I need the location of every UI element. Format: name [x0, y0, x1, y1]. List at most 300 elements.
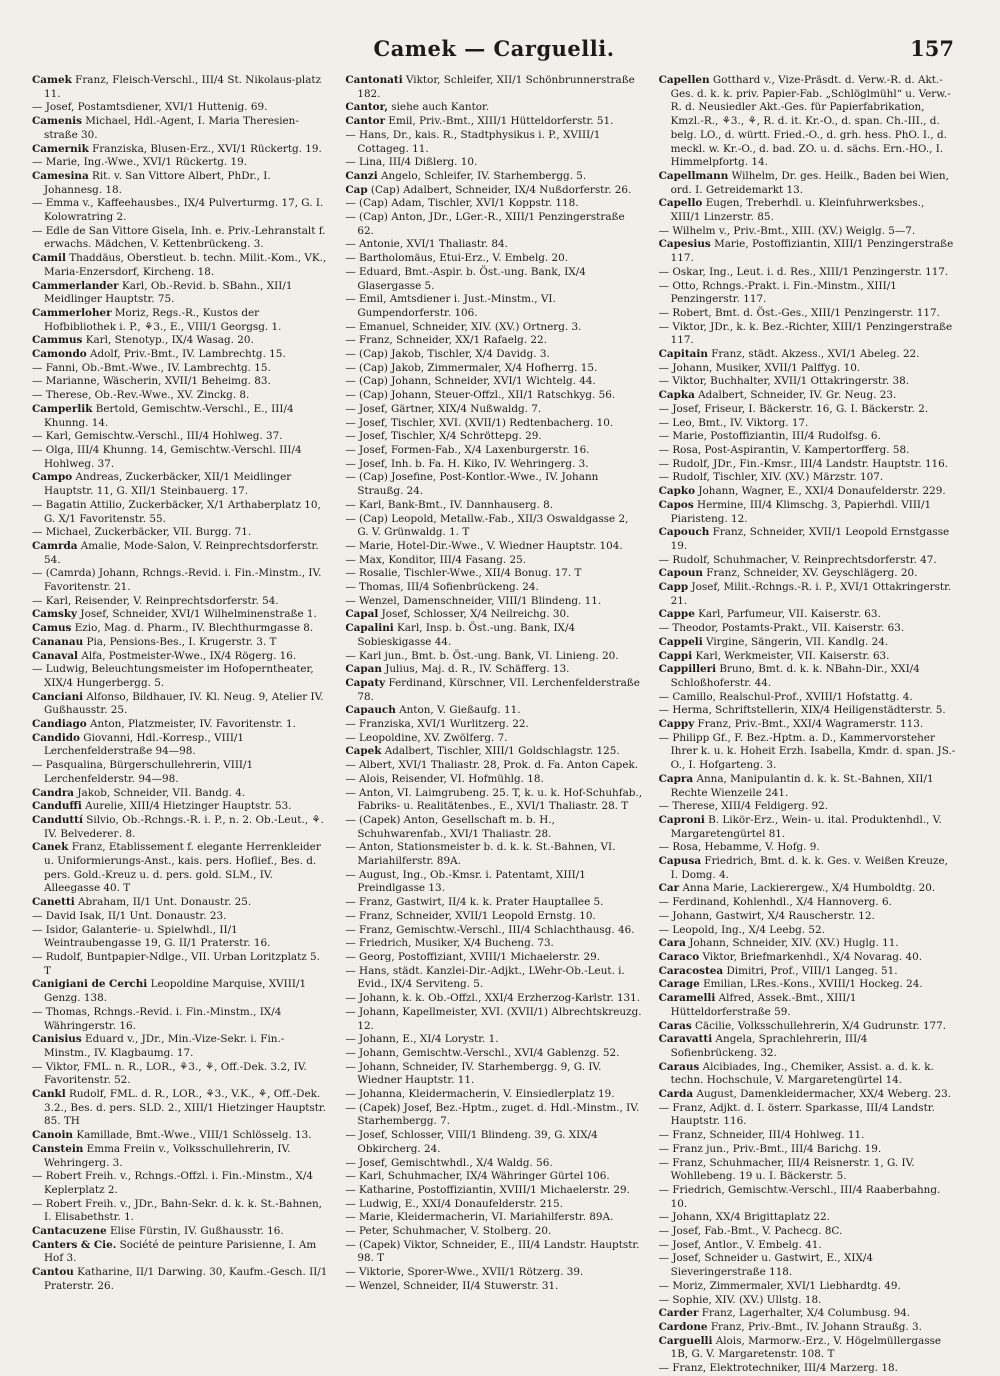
- directory-entry: [345, 458, 642, 472]
- entry-details: — Marie, Ing.-Wwe., XVI/1 Rückertg. 19.: [32, 156, 248, 169]
- page-title: Camek — Carguelli.: [373, 36, 615, 61]
- entry-details: — Otto, Rchngs.-Prakt. i. Fin.-Minstm., XIII/1 Penzingerstr. 117.: [658, 279, 897, 306]
- entry-details: — Marie, Hotel-Dir.-Wwe., V. Wiedner Hauptstr. 104.: [345, 539, 623, 552]
- directory-entry: [32, 280, 329, 307]
- directory-entry: [659, 937, 956, 951]
- directory-entry: [659, 1088, 956, 1102]
- entry-surname: Cara: [658, 937, 686, 950]
- directory-entry: [32, 759, 329, 786]
- directory-entry: [659, 855, 956, 882]
- entry-surname: Cammerloher: [32, 306, 112, 319]
- directory-entry: [659, 1225, 956, 1239]
- directory-entry: [32, 348, 329, 362]
- entry-details: — Franz, Schneider, XVII/1 Leopold Ernstg. 10.: [345, 909, 596, 922]
- entry-details: Adalbert, Schneider, IV. Gr. Neug. 23.: [698, 389, 897, 402]
- entry-surname: Canetti: [32, 896, 75, 909]
- entry-surname: Canaval: [32, 649, 79, 662]
- directory-entry: [659, 622, 956, 636]
- directory-columns: [32, 74, 956, 1376]
- directory-entry: [32, 622, 329, 636]
- entry-details: — Ferdinand, Kohlenhdl., X/4 Hannoverg. 6.: [658, 896, 892, 909]
- directory-entry: [345, 389, 642, 403]
- directory-entry: [659, 800, 956, 814]
- directory-entry: [659, 238, 956, 265]
- directory-entry: [659, 1321, 956, 1335]
- directory-entry: [345, 567, 642, 581]
- directory-entry: [32, 444, 329, 471]
- directory-entry: [32, 1061, 329, 1088]
- directory-entry: [32, 1170, 329, 1197]
- entry-details: — Therese, XIII/4 Feldigerg. 92.: [658, 800, 829, 813]
- entry-surname: Capellen: [658, 74, 710, 86]
- entry-details: Alfred, Assek.-Bmt., XIII/1 Hütteldorferstraße 59.: [670, 992, 857, 1018]
- entry-details: — Robert Freih. v., JDr., Bahn-Sekr. d. k. k. St.-Bahnen, I. Elisabethstr. 1.: [32, 1197, 322, 1224]
- directory-entry: [345, 1184, 642, 1198]
- entry-details: — Josef, Antlor., V. Embelg. 41.: [658, 1238, 822, 1251]
- entry-details: Kamillade, Bmt.-Wwe., VIII/1 Schlösselg. 13.: [76, 1129, 312, 1142]
- entry-surname: Cananau: [32, 635, 84, 648]
- directory-entry: [32, 636, 329, 650]
- directory-entry: [345, 417, 642, 431]
- directory-entry: [659, 1157, 956, 1184]
- entry-surname: Carder: [658, 1307, 699, 1320]
- directory-entry: [32, 650, 329, 664]
- directory-entry: [345, 1061, 642, 1088]
- directory-entry: [659, 1362, 956, 1376]
- directory-entry: [345, 156, 642, 170]
- entry-details: — Anton, Stationsmeister b. d. k. k. St.-Bahnen, VI. Mariahilferstr. 89A.: [345, 841, 616, 868]
- entry-details: — Josef, Fab.-Bmt., V. Pachecg. 8C.: [658, 1225, 843, 1238]
- entry-surname: Capello: [658, 197, 703, 210]
- entry-surname: Camil: [32, 252, 66, 265]
- entry-details: — Thomas, Rchngs.-Revid. i. Fin.-Minstm., IX/4 Währingerstr. 16.: [32, 1005, 282, 1032]
- column-right: [659, 74, 956, 1376]
- entry-surname: Carda: [658, 1088, 694, 1101]
- entry-details: — Katharine, Postoffizіantin, XVIII/1 Michaelerstr. 29.: [345, 1183, 630, 1196]
- directory-entry: [659, 1280, 956, 1294]
- directory-entry: [32, 499, 329, 526]
- entry-details: Franz, städt. Akzess., XVI/1 Abelеg. 22.: [711, 348, 920, 361]
- entry-surname: Camus: [32, 622, 72, 635]
- entry-surname: Caraco: [658, 951, 700, 963]
- directory-entry: [345, 252, 642, 266]
- directory-entry: [659, 485, 956, 499]
- directory-entry: [659, 1252, 956, 1279]
- directory-entry: [345, 924, 642, 938]
- entry-details: — Pasqualina, Bürgerschullehrerin, VIII/1 Lerchenfelderstr. 94—98.: [32, 759, 254, 785]
- directory-entry: [32, 197, 329, 224]
- entry-surname: Capko: [658, 485, 696, 498]
- entry-details: — Franziska, XVI/1 Wurlitzerg. 22.: [345, 718, 529, 731]
- entry-details: — Franz, Elektrotechniker, III/4 Marzerg. 18.: [658, 1362, 898, 1375]
- entry-details: Franz, Etablissement f. elegante Herrenkleider u. Uniformierungs-Anst., kais. pers. Hoflief., Bes. d. pers. Gold.-Kreuz u. d. pers. gold. SLM., IV. Alleegasse 40. T: [44, 841, 321, 895]
- entry-details: Ferdinand, Kürschner, VII. Lerchenfelderstraße 78.: [357, 676, 640, 703]
- entry-details: — August, Ing., Ob.-Kmsr. i. Patentamt, XIII/1 Preindlgasse 13.: [345, 868, 586, 895]
- entry-surname: Capka: [658, 389, 695, 402]
- entry-details: Eugen, Treberhdl. u. Kleinfuhrwerksbes., XIII/1 Linzerstr. 85.: [670, 197, 925, 224]
- entry-details: — Rudolf, Schuhmacher, V. Reinprechtsdorferstr. 47.: [658, 553, 937, 566]
- directory-entry: [32, 718, 329, 732]
- entry-surname: Caramelli: [658, 992, 716, 1005]
- directory-entry: [32, 978, 329, 1005]
- entry-surname: Capra: [658, 772, 694, 785]
- entry-details: Alois, Marmorw.-Erz., V. Högelmüllergasse 1B, G. V. Margaretenstr. 108. T: [670, 1334, 942, 1361]
- entry-details: — Alois, Reisender, VI. Hofmühlg. 18.: [345, 772, 544, 785]
- entry-surname: Canisius: [32, 1033, 82, 1046]
- entry-surname: Cankl: [32, 1088, 66, 1101]
- directory-entry: [659, 965, 956, 979]
- directory-entry: [345, 115, 642, 129]
- directory-entry: [32, 225, 329, 252]
- directory-entry: [659, 170, 956, 197]
- entry-details: — (Cap) Jakob, Zimmermaler, X/4 Hofherrg. 15.: [345, 361, 598, 374]
- entry-details: — Rosalie, Tischler-Wwe., XII/4 Bonug. 17. T: [345, 567, 582, 580]
- entry-details: Franz, Lagerhalter, X/4 Columbusg. 94.: [701, 1307, 911, 1320]
- directory-entry: [345, 759, 642, 773]
- entry-details: Michael, Hdl.-Agent, I. Maria Theresien-straße 30.: [44, 115, 299, 141]
- entry-details: — Michael, Zuckerbäcker, VII. Burgg. 71.: [32, 526, 252, 539]
- entry-surname: Carage: [658, 978, 700, 991]
- directory-entry: [345, 677, 642, 704]
- entry-details: Karl, Werkmeister, VII. Kaiserstr. 63.: [695, 649, 890, 662]
- entry-surname: Campo: [32, 471, 73, 484]
- entry-details: — Johann, Gemischtw.-Verschl., XVI/4 Gablenzg. 52.: [345, 1046, 620, 1059]
- directory-entry: [659, 663, 956, 690]
- entry-details: Josef, Milit.-Rchngs.-R. i. P., XVI/1 Ottakringerstr. 21.: [670, 581, 952, 607]
- entry-surname: Cammerlander: [32, 279, 119, 292]
- directory-entry: [345, 362, 642, 376]
- directory-entry: [345, 896, 642, 910]
- entry-details: — Camillo, Realschul-Prof., XVIII/1 Hofstattg. 4.: [658, 690, 913, 703]
- directory-entry: [345, 1266, 642, 1280]
- entry-details: — Rosa, Post-Aspirantin, V. Kampertorfferg. 58.: [658, 443, 910, 456]
- entry-details: Rudolf, FML. d. R., LOR., ⚘3., V.K., ⚘, Off.-Dek. 3.2., Bes. d. pers. SLD. 2., XIII/1 Hietzinger Hauptstr. 85. TH: [44, 1088, 327, 1128]
- directory-entry: [659, 74, 956, 170]
- entry-surname: Cammus: [32, 334, 83, 347]
- entry-details: Giovanni, Hdl.-Korresp., VIII/1 Lerchenfelderstraße 94—98.: [44, 731, 245, 758]
- directory-entry: [32, 252, 329, 279]
- directory-entry: [345, 1170, 642, 1184]
- directory-entry: [659, 458, 956, 472]
- entry-details: — Johanna, Kleidermacherin, V. Einsiedlerplatz 19.: [345, 1088, 615, 1101]
- page-number: 157: [910, 36, 954, 61]
- directory-entry: [345, 745, 642, 759]
- entry-details: — (Cap) Jakob, Tischler, X/4 Davidg. 3.: [345, 348, 550, 361]
- entry-surname: Cardone: [658, 1320, 708, 1333]
- entry-surname: Candido: [32, 731, 80, 744]
- entry-surname: Canduttí: [32, 813, 83, 826]
- directory-entry: [32, 170, 329, 197]
- directory-entry: [345, 704, 642, 718]
- entry-surname: Cantor,: [345, 101, 388, 114]
- directory-entry: [345, 650, 642, 664]
- directory-entry: [345, 937, 642, 951]
- entry-surname: Cappeli: [658, 635, 703, 648]
- directory-entry: [345, 1033, 642, 1047]
- entry-details: — Josef, Inh. b. Fa. H. Kiko, IV. Wehringerg. 3.: [345, 457, 589, 470]
- entry-details: Gotthard v., Vize-Präsdt. d. Verw.-R. d. Akt.-Ges. d. k. k. priv. Papier-Fab. „Schlöglmühl“ u. Verw.-R. d. Neusiedler Akt.-Ges. für Papierfabrikation, Kmzl.-R., ⚘3., ⚘, R. d. it. Kr.-O., d. span. Ch.-III., d. belg. LO., d. württ. Fried.-O., d. grh. hess. PhO. I., d. meckl. w. Kr.-O., d. bad. ZO. u. d. sächs. Ern.-HO., I. Himmelpfortg. 14.: [670, 74, 951, 169]
- entry-details: Leopoldine Marquise, XVIII/1 Genzg. 138.: [44, 978, 307, 1005]
- entry-details: — Philipp Gf., F. Bez.-Hptm. a. D., Kammervorsteher Ihrer k. u. k. Hoheit Erzh. Isabella, Kmdr. d. span. JS.-O., I. Hofgarteng. 3.: [658, 731, 956, 772]
- entry-details: — Peter, Schuhmacher, V. Stolberg. 20.: [345, 1225, 552, 1238]
- directory-entry: [345, 184, 642, 198]
- directory-entry: [32, 307, 329, 334]
- directory-entry: [659, 444, 956, 458]
- entry-details: — Eduard, Bmt.-Aspir. b. Öst.-ung. Bank, IX/4 Glasergasse 5.: [345, 265, 586, 292]
- entry-surname: Capaty: [345, 676, 386, 689]
- directory-entry: [345, 718, 642, 732]
- entry-surname: Camenis: [32, 115, 82, 128]
- directory-entry: [32, 924, 329, 951]
- entry-details: — Olga, III/4 Khunng. 14, Gemischtw.-Verschl. III/4 Hohlweg. 37.: [32, 443, 302, 470]
- entry-surname: Capellmann: [658, 169, 729, 182]
- directory-entry: [659, 471, 956, 485]
- entry-details: Anna, Manipulantin d. k. k. St.-Bahnen, XII/1 Rechte Wienzeile 241.: [670, 772, 934, 799]
- entry-surname: Camesina: [32, 169, 89, 182]
- entry-details: — Rudolf, Buntpapier-Ndlge., VII. Urban Loritzplatz 5. T: [32, 951, 320, 977]
- entry-details: — Marianne, Wäscherin, XVII/1 Beheimg. 83.: [32, 375, 271, 388]
- directory-entry: [659, 691, 956, 705]
- directory-entry: [345, 581, 642, 595]
- entry-surname: Capusa: [658, 855, 702, 868]
- entry-surname: Caproni: [658, 813, 705, 826]
- entry-details: — Theodor, Postamts-Prakt., VII. Kaiserstr. 63.: [658, 622, 905, 635]
- entry-surname: Canstein: [32, 1142, 84, 1155]
- entry-surname: Capoun: [658, 567, 703, 580]
- entry-details: — Viktor, FML. n. R., LOR., ⚘3., ⚘, Off.-Dek. 3.2, IV. Favoritenstr. 52.: [32, 1060, 307, 1087]
- entry-details: — Franz, Gastwirt, II/4 k. k. Prater Hauptallee 5.: [345, 896, 604, 909]
- directory-entry: [345, 1198, 642, 1212]
- entry-details: — Rosa, Hebamme, V. Hofg. 9.: [658, 841, 820, 854]
- entry-details: — Johann, Musiker, XVII/1 Palffyg. 10.: [658, 361, 861, 374]
- directory-entry: [32, 691, 329, 718]
- entry-surname: Canek: [32, 841, 69, 854]
- directory-entry: [32, 663, 329, 690]
- directory-entry: [659, 1143, 956, 1157]
- entry-details: Franziska, Blusen-Erz., XVI/1 Rückertg. 19.: [92, 142, 322, 155]
- entry-details: Karl, Ob.-Revid. b. SBahn., XII/1 Meidlinger Hauptstr. 75.: [44, 279, 293, 306]
- entry-details: — Johann, Schneider, IV. Starhembergg. 9, G. IV. Wiedner Hauptstr. 11.: [345, 1060, 602, 1087]
- entry-surname: Capitain: [658, 348, 708, 361]
- directory-entry: [659, 814, 956, 841]
- entry-details: — Fanni, Ob.-Bmt.-Wwe., IV. Lambrechtg. 15.: [32, 361, 271, 374]
- directory-entry: [32, 1266, 329, 1293]
- entry-details: — Wenzel, Damenschneider, VIII/1 Blindeng. 11.: [345, 594, 602, 607]
- directory-entry: [345, 197, 642, 211]
- entry-details: — Josef, Tischler, XVI. (XVII/1) Redtenbacherg. 10.: [345, 416, 614, 429]
- entry-surname: Camrda: [32, 539, 78, 552]
- directory-entry: [32, 1129, 329, 1143]
- entry-details: — Emma v., Kaffeehausbes., IX/4 Pulverturmg. 17, G. I. Kolowratring 2.: [32, 197, 324, 224]
- entry-details: Josef, Schlosser, X/4 Neilreichg. 30.: [381, 608, 570, 621]
- entry-details: Bruno, Bmt. d. k. k. NBahn-Dir., XXI/4 Schloßhoferstr. 44.: [670, 663, 920, 689]
- entry-details: Franz, Priv.-Bmt., IV. Johann Straußg. 3.: [710, 1320, 922, 1333]
- entry-details: — Josef, Postamtsdiener, XVI/1 Huttenig. 69.: [32, 101, 268, 114]
- directory-entry: [32, 567, 329, 594]
- entry-details: Anton, V. Gießaufg. 11.: [399, 704, 521, 717]
- entry-details: — Josef, Gemischtwhdl., X/4 Waldg. 56.: [345, 1156, 553, 1169]
- column-left: [32, 74, 329, 1376]
- entry-details: — Bagatin Attilio, Zuckerbäcker, X/1 Arthaberplatz 10, G. X/1 Favoritenstr. 55.: [32, 498, 321, 525]
- directory-entry: [32, 101, 329, 115]
- entry-details: — Karl, Schuhmacher, IX/4 Währinger Gürtel 106.: [345, 1170, 610, 1183]
- directory-entry: [659, 430, 956, 444]
- directory-entry: [345, 74, 642, 101]
- directory-entry: [32, 375, 329, 389]
- entry-details: — (Capek) Viktor, Schneider, E., III/4 Landstr. Hauptstr. 98. T: [345, 1238, 640, 1265]
- entry-details: Wilhelm, Dr. ges. Heilk., Baden bei Wien, ord. I. Getreidemarkt 13.: [670, 169, 949, 196]
- entry-details: — Johann, k. k. Ob.-Offzl., XXI/4 Erzherzog-Karlstr. 131.: [345, 992, 641, 1005]
- directory-entry: [32, 732, 329, 759]
- entry-details: — Josef, Schlosser, VIII/1 Blindeng. 39, G. XIX/4 Obkircherg. 24.: [345, 1129, 598, 1155]
- directory-entry: [345, 211, 642, 238]
- entry-surname: Camsky: [32, 608, 78, 621]
- entry-surname: Canzi: [345, 169, 378, 182]
- directory-entry: [345, 992, 642, 1006]
- directory-entry: [659, 896, 956, 910]
- entry-surname: Capal: [345, 608, 379, 621]
- entry-details: — Rudolf, JDr., Fin.-Kmsr., III/4 Landstr. Hauptstr. 116.: [658, 457, 949, 470]
- entry-details: — Josef, Schneider u. Gastwirt, E., XIX/4 Sieveringerstraße 118.: [658, 1252, 873, 1279]
- directory-entry: [345, 348, 642, 362]
- directory-entry: [32, 1088, 329, 1129]
- entry-details: Angelo, Schleifer, IV. Starhembergg. 5.: [381, 169, 587, 182]
- entry-details: — Leo, Bmt., IV. Viktorg. 17.: [658, 416, 809, 429]
- directory-entry: [32, 540, 329, 567]
- entry-details: Rit. v. San Vittore Albert, PhDr., I. Johannesg. 18.: [44, 169, 271, 196]
- directory-entry: [659, 1307, 956, 1321]
- directory-entry: [345, 1157, 642, 1171]
- directory-entry: [659, 1033, 956, 1060]
- directory-entry: [659, 1294, 956, 1308]
- directory-entry: [32, 1225, 329, 1239]
- entry-surname: Cantacuzene: [32, 1225, 107, 1238]
- entry-details: Karl, Insp. b. Öst.-ung. Bank, IX/4 Sobieskigasse 44.: [357, 622, 576, 648]
- column-middle: [345, 74, 642, 1376]
- entry-surname: Caracostea: [658, 964, 724, 977]
- directory-entry: [32, 841, 329, 896]
- directory-entry: [345, 1239, 642, 1266]
- entry-details: — Viktorie, Sporer-Wwe., XVII/1 Rötzerg. 39.: [345, 1266, 584, 1279]
- entry-details: — Robert Freih. v., Rchngs.-Offzl. i. Fin.-Minstm., X/4 Keplerplatz 2.: [32, 1170, 314, 1196]
- directory-entry: [345, 444, 642, 458]
- directory-entry: [345, 499, 642, 513]
- entry-details: Anton, Platzmeister, IV. Favoritenstr. 1.: [90, 718, 296, 731]
- entry-details: Anna Marie, Lackierergew., X/4 Humboldtg. 20.: [682, 882, 936, 895]
- entry-surname: Candra: [32, 786, 75, 799]
- entry-surname: Canoin: [32, 1129, 73, 1142]
- directory-entry: [32, 403, 329, 430]
- directory-entry: [659, 608, 956, 622]
- entry-details: Franz, Priv.-Bmt., XXI/4 Wagramerstr. 113.: [697, 718, 924, 731]
- entry-surname: Caravatti: [658, 1033, 713, 1046]
- entry-details: — Ludwig, E., XXI/4 Donaufelderstr. 215.: [345, 1197, 563, 1210]
- directory-entry: [345, 513, 642, 540]
- directory-entry: [32, 910, 329, 924]
- directory-entry: [345, 1006, 642, 1033]
- entry-details: — Max, Konditor, III/4 Fasang. 25.: [345, 553, 527, 566]
- entry-details: Alfonso, Bildhauer, IV. Kl. Neug. 9, Atelier IV. Gußhausstr. 25.: [44, 690, 324, 717]
- directory-entry: [659, 1020, 956, 1034]
- directory-entry: [659, 1184, 956, 1211]
- directory-entry: [345, 334, 642, 348]
- directory-entry: [659, 636, 956, 650]
- entry-details: Emil, Priv.-Bmt., XIII/1 Hütteldorferstr. 51.: [388, 115, 614, 128]
- entry-details: (Cap) Adalbert, Schneider, IX/4 Nußdorferstr. 26.: [370, 183, 632, 196]
- entry-details: — Franz, Schneider, XX/1 Rafaelg. 22.: [345, 334, 547, 347]
- directory-entry: [32, 814, 329, 841]
- directory-entry: [32, 800, 329, 814]
- entry-surname: Capauch: [345, 704, 396, 717]
- entry-surname: Caras: [658, 1019, 692, 1032]
- entry-details: Moriz, Regs.-R., Kustos der Hofbibliothek i. P., ⚘3., E., VIII/1 Georgsg. 1.: [44, 306, 282, 333]
- entry-details: Pia, Pensions-Bes., I. Krugerstr. 3. T: [86, 635, 277, 648]
- directory-entry: [659, 978, 956, 992]
- entry-details: Josef, Schneider, XVI/1 Wilhelminenstraße 1.: [80, 608, 317, 621]
- directory-entry: [659, 389, 956, 403]
- directory-entry: [345, 170, 642, 184]
- entry-details: — Friedrich, Musiker, X/4 Bucheng. 73.: [345, 937, 554, 950]
- entry-details: B. Likör-Erz., Wein- u. ital. Produktenhdl., V. Margaretengürtel 81.: [670, 813, 942, 840]
- entry-surname: Canigiani de Cerchi: [32, 978, 148, 991]
- directory-entry: [659, 882, 956, 896]
- entry-surname: Canciani: [32, 690, 84, 703]
- entry-details: — Viktor, JDr., k. k. Bez.-Richter, XIII/1 Penzingerstraße 117.: [658, 320, 953, 347]
- entry-details: Alcibiades, Ing., Chemiker, Assist. a. d. k. k. techn. Hochschule, V. Margaretengürtel 14.: [670, 1060, 934, 1087]
- directory-entry: [659, 1211, 956, 1225]
- directory-entry: [345, 375, 642, 389]
- directory-entry: [345, 471, 642, 498]
- entry-details: — Viktor, Buchhalter, XVII/1 Ottakringerstr. 38.: [658, 375, 910, 388]
- directory-entry: [345, 293, 642, 320]
- entry-details: — (Cap) Adam, Tischler, XVI/1 Koppstr. 118.: [345, 197, 579, 210]
- directory-entry: [32, 595, 329, 609]
- entry-details: Johann, Wagner, E., XXI/4 Donaufelderstr. 229.: [698, 485, 946, 498]
- entry-surname: Canters & Cie.: [32, 1238, 117, 1251]
- directory-entry: [345, 595, 642, 609]
- directory-entry: [659, 499, 956, 526]
- entry-details: — Josef, Friseur, I. Bäckerstr. 16, G. I. Bäckerstr. 2.: [658, 402, 929, 415]
- directory-entry: [345, 129, 642, 156]
- entry-details: Jakob, Schneider, VII. Bandg. 4.: [77, 786, 246, 799]
- entry-details: — Albert, XVI/1 Thaliastr. 28, Prok. d. Fa. Anton Capek.: [345, 759, 639, 772]
- directory-entry: [659, 1239, 956, 1253]
- entry-details: Emilian, LRes.-Kons., XVIII/1 Hockeg. 24.: [703, 978, 923, 991]
- entry-details: — Leopoldine, XV. Zwölferg. 7.: [345, 731, 508, 744]
- entry-details: — Wilhelm v., Priv.-Bmt., XIII. (XV.) Weiglg. 5—7.: [658, 224, 916, 237]
- entry-details: Ezio, Mag. d. Pharm., IV. Blechthurmgasse 8.: [74, 622, 314, 635]
- entry-details: — Karl, Gemischtw.-Verschl., III/4 Hohlweg. 37.: [32, 430, 283, 443]
- entry-details: — Hans, Dr., kais. R., Stadtphysikus i. P., XVIII/1 Cottageg. 11.: [345, 128, 601, 155]
- directory-entry: [32, 334, 329, 348]
- entry-details: — Isidor, Galanterie- u. Spielwhdl., II/1 Weintraubengasse 19, G. II/1 Praterstr. 16.: [32, 923, 271, 950]
- entry-details: Franz, Schneider, XVII/1 Leopold Ernstgasse 19.: [670, 526, 950, 552]
- entry-details: Elise Fürstin, IV. Gußhausstr. 16.: [109, 1225, 284, 1238]
- entry-details: Franz, Fleisch-Verschl., III/4 St. Nikolaus-platz 11.: [44, 74, 322, 100]
- entry-details: Adolf, Priv.-Bmt., IV. Lambrechtg. 15.: [90, 348, 286, 361]
- entry-details: Andreas, Zuckerbäcker, XII/1 Meidlinger Hauptstr. 11, G. XII/1 Steinbauerg. 17.: [44, 471, 292, 498]
- entry-surname: Capesius: [658, 238, 711, 251]
- entry-details: — Anton, VI. Laimgrubeng. 25. T, k. u. k. Hof-Schuhfab., Fabriks- u. Realitätenbes., E., XVI/1 Thaliastr. 28. T: [345, 786, 643, 813]
- entry-details: — Johann, Gastwirt, X/4 Rauscherstr. 12.: [658, 909, 875, 922]
- entry-details: Eduard v., JDr., Min.-Vize-Sekr. i. Fin.-Minstm., IV. Klagbaumg. 17.: [44, 1033, 285, 1059]
- directory-entry: [32, 156, 329, 170]
- directory-entry: [659, 554, 956, 568]
- directory-entry: [345, 732, 642, 746]
- directory-entry: [32, 430, 329, 444]
- entry-details: Bertold, Gemischtw.-Verschl., E., III/4 Khunng. 14.: [44, 402, 294, 429]
- entry-details: — Ludwig, Beleuchtungsmeister im Hofoperntheater, XIX/4 Hungerbergg. 5.: [32, 663, 314, 689]
